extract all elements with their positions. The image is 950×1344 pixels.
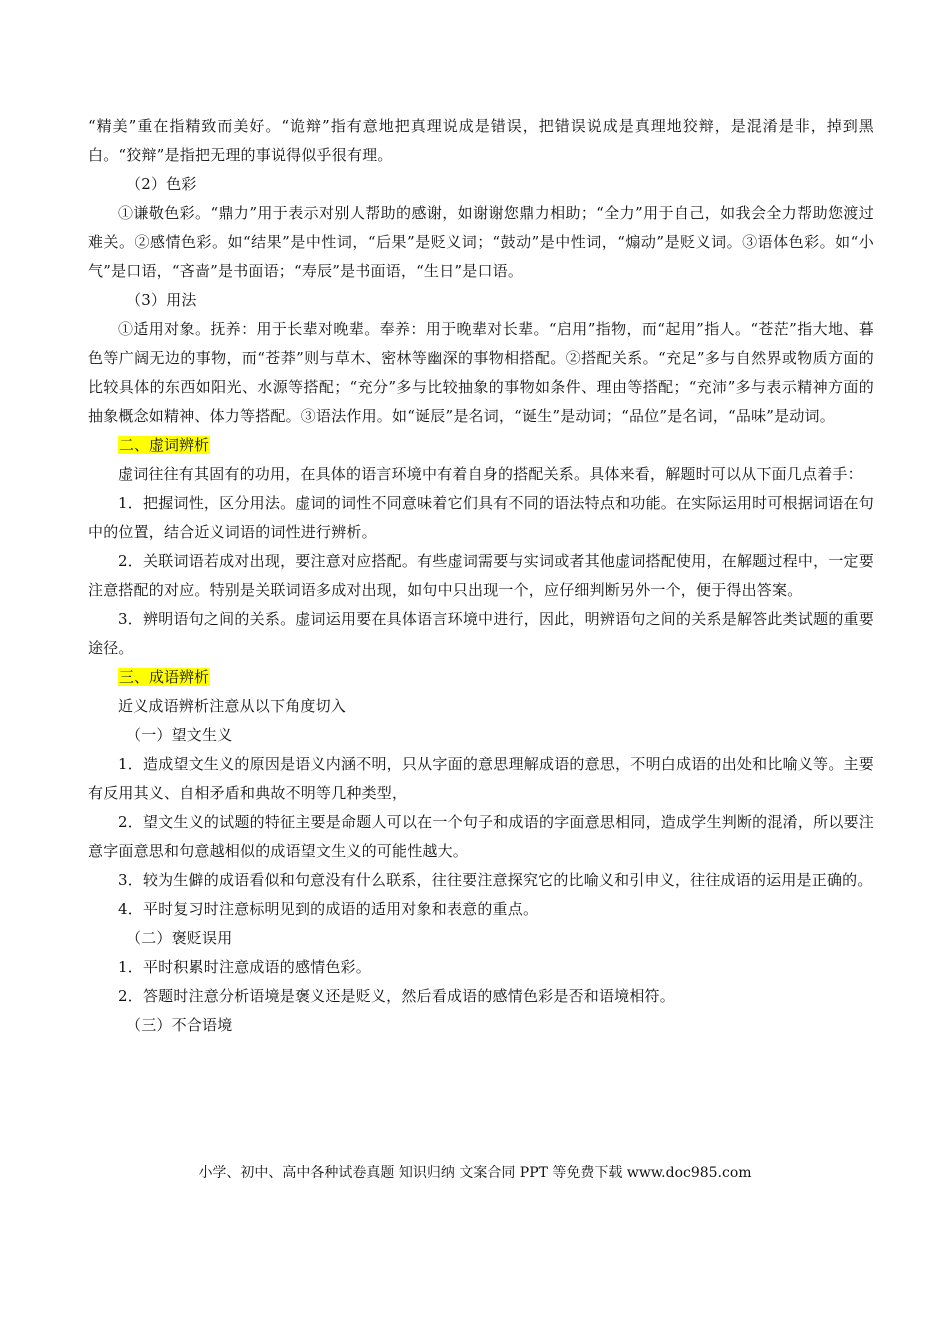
paragraph-secai: ①谦敬色彩。“鼎力”用于表示对别人帮助的感谢，如谢谢您鼎力相助；“全力”用于自己，如我会全力帮助您渡过难关。②感情色彩。如“结果”是中性词，“后果”是贬义词；“鼓动”是中性词，“煽动”是贬义词。③语体色彩。如“小气”是口语，“吝啬”是书面语；“寿辰”是书面语，“生日”是口语。 <box>88 204 874 280</box>
section-heading-chengyu <box>88 663 874 692</box>
subheading-baobian: （二）褒贬误用 <box>126 929 233 947</box>
document-body <box>88 112 874 1040</box>
paragraph-jingmei: “精美”重在指精致而美好。“诡辩”指有意地把真理说成是错误，把错误说成是真理地狡辩，是混淆是非，掉到黑白。“狡辩”是指把无理的事说得似乎很有理。 <box>88 117 874 164</box>
highlighted-heading-xuci: 二、虚词辨析 <box>119 436 210 454</box>
paragraph-baobian-2: 2．答题时注意分析语境是褒义还是贬义，然后看成语的感情色彩是否和语境相符。 <box>118 987 675 1005</box>
highlighted-heading-chengyu: 三、成语辨析 <box>119 668 210 686</box>
paragraph-wangwen-4: 4．平时复习时注意标明见到的成语的适用对象和表意的重点。 <box>118 900 539 918</box>
paragraph-wangwen-1: 1．造成望文生义的原因是语义内涵不明，只从字面的意思理解成语的意思，不明白成语的出处和比喻义等。主要有反用其义、自相矛盾和典故不明等几种类型， <box>88 755 874 802</box>
subheading-yongfa: （3）用法 <box>126 291 197 309</box>
paragraph-wangwen-3: 3．较为生僻的成语看似和句意没有什么联系，往往要注意探究它的比喻义和引申义，往往成语的运用是正确的。 <box>118 871 873 889</box>
paragraph-xuci-2: 2．关联词语若成对出现，要注意对应搭配。有些虚词需要与实词或者其他虚词搭配使用，在解题过程中，一定要注意搭配的对应。特别是关联词语多成对出现，如句中只出现一个，应仔细判断另外一个，便于得出答案。 <box>88 552 874 599</box>
paragraph-xuci-intro: 虚词往往有其固有的功用，在具体的语言环境中有着自身的搭配关系。具体来看，解题时可以从下面几点着手： <box>118 465 863 483</box>
paragraph-yongfa: ①适用对象。抚养：用于长辈对晚辈。奉养：用于晚辈对长辈。“启用”指物，而“起用”指人。“苍茫”指大地、暮色等广阔无边的事物，而“苍莽”则与草木、密林等幽深的事物相搭配。②搭配关系。“充足”多与自然界或物质方面的比较具体的东西如阳光、水源等搭配；“充分”多与比较抽象的事物如条件、理由等搭配；“充沛”多与表示精神方面的抽象概念如精神、体力等搭配。③语法作用。如“诞辰”是名词，“诞生”是动词；“品位”是名词，“品味”是动词。 <box>88 320 874 425</box>
subheading-wangwen: （一）望文生义 <box>126 726 233 744</box>
paragraph-xuci-3: 3．辨明语句之间的关系。虚词运用要在具体语言环境中进行，因此，明辨语句之间的关系是解答此类试题的重要途径。 <box>88 610 874 657</box>
page-footer: 小学、初中、高中各种试卷真题 知识归纳 文案合同 PPT 等免费下载 www.doc985.com <box>198 1165 752 1181</box>
section-heading-xuci <box>88 431 874 460</box>
paragraph-chengyu-intro: 近义成语辨析注意从以下角度切入 <box>118 697 347 715</box>
paragraph-wangwen-2: 2．望文生义的试题的特征主要是命题人可以在一个句子和成语的字面意思相同，造成学生判断的混淆，所以要注意字面意思和句意越相似的成语望文生义的可能性越大。 <box>88 813 874 860</box>
paragraph-xuci-1: 1．把握词性，区分用法。虚词的词性不同意味着它们具有不同的语法特点和功能。在实际运用时可根据词语在句中的位置，结合近义词语的词性进行辨析。 <box>88 494 874 541</box>
subheading-buheyujing: （三）不合语境 <box>126 1016 233 1034</box>
paragraph-baobian-1: 1．平时积累时注意成语的感情色彩。 <box>118 958 371 976</box>
subheading-secai: （2）色彩 <box>126 175 197 193</box>
